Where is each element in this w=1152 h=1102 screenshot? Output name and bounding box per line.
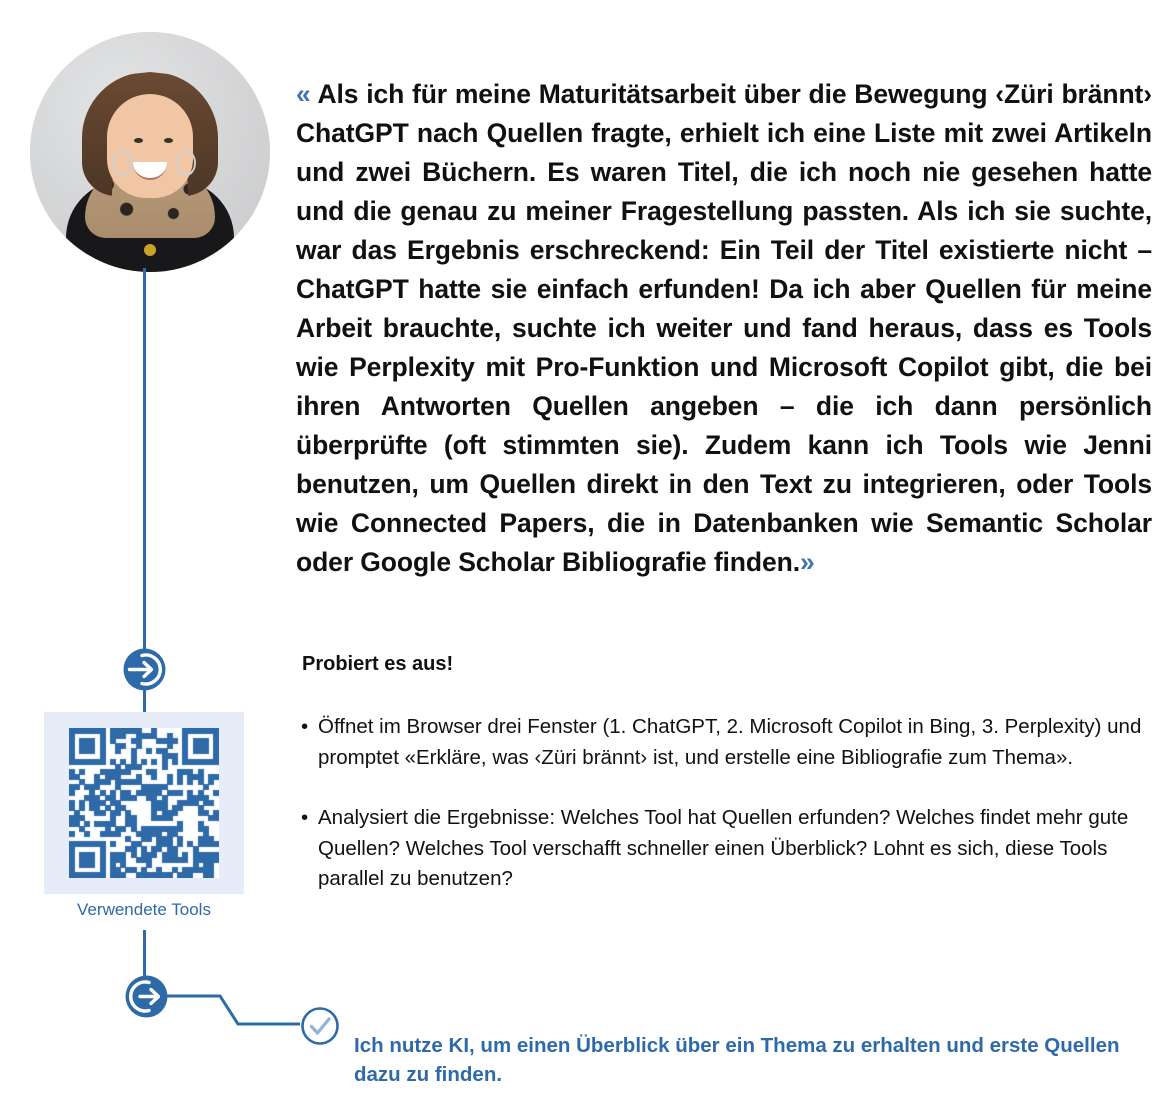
portrait-face — [107, 94, 193, 198]
connector-line-to-exit — [143, 930, 146, 976]
portrait-pendant — [144, 244, 156, 256]
bullet-marker: • — [301, 806, 309, 829]
list-item-text: Analysiert die Ergebnisse: Welches Tool hat Quellen erfunden? Welches findet mehr gute Quellen? Welches Tool verschafft schneller einen Überblick? Lohnt es sich, diese Tools parallel zu benutzen? — [318, 806, 1129, 890]
main-content — [296, 0, 1152, 1102]
portrait-earring-right — [176, 150, 196, 176]
list-item-text: Öffnet im Browser drei Fenster (1. ChatGPT, 2. Microsoft Copilot in Bing, 3. Perplexity) und promptet «Erkläre, was ‹Züri brännt› ist, und erstelle eine Bibliografie zum Thema». — [318, 715, 1142, 769]
portrait-earring-left — [112, 150, 132, 176]
bullet-marker: • — [301, 715, 309, 738]
left-rail — [0, 0, 280, 1102]
try-it-list — [296, 712, 1152, 925]
quote-text: Als ich für meine Maturitätsarbeit über die Bewegung ‹Züri brännt› ChatGPT nach Quellen fragte, erhielt ich eine Liste mit zwei Artikeln und zwei Büchern. Es waren Titel, die ich noch nie gesehen hatte und die genau zu meiner Fragestellung passten. Als ich sie suchte, war das Ergebnis erschreckend: Ein Teil der Titel existierte nicht – ChatGPT hatte sie einfach erfunden! Da ich aber Quellen für meine Arbeit brauchte, suchte ich weiter und fand heraus, dass es Tools wie Perplexity mit Pro-Funktion und Microsoft Copilot gibt, die bei ihren Antworten Quellen angeben – die ich dann persönlich überprüfte (oft stimmten sie). Zudem kann ich Tools wie Jenni benutzen, um Quellen direkt in den Text zu integrieren, oder Tools wie Connected Papers, die in Datenbanken wie Semantic Scholar oder Google Scholar Bibliografie finden. — [296, 78, 1152, 577]
try-it-heading: Probiert es aus! — [302, 653, 454, 675]
list-item — [296, 712, 1152, 773]
qr-code-caption: Verwendete Tools — [77, 900, 211, 919]
quote-open-mark: « — [296, 78, 311, 109]
portrait-eye-left — [134, 138, 143, 143]
pull-quote — [296, 75, 1152, 582]
list-item — [296, 803, 1152, 895]
quote-close-mark: » — [799, 546, 815, 577]
avatar — [30, 32, 270, 272]
connector-line-top — [143, 268, 146, 654]
arrow-into-circle-icon — [122, 647, 167, 692]
conclusion-statement: Ich nutze KI, um einen Überblick über ein Thema zu erhalten und erste Quellen dazu zu finden. — [354, 1033, 1120, 1086]
portrait-eye-right — [164, 138, 173, 143]
qr-code-panel[interactable] — [44, 712, 244, 894]
qr-code-image[interactable] — [69, 728, 219, 878]
check-circle-icon — [300, 1006, 340, 1046]
